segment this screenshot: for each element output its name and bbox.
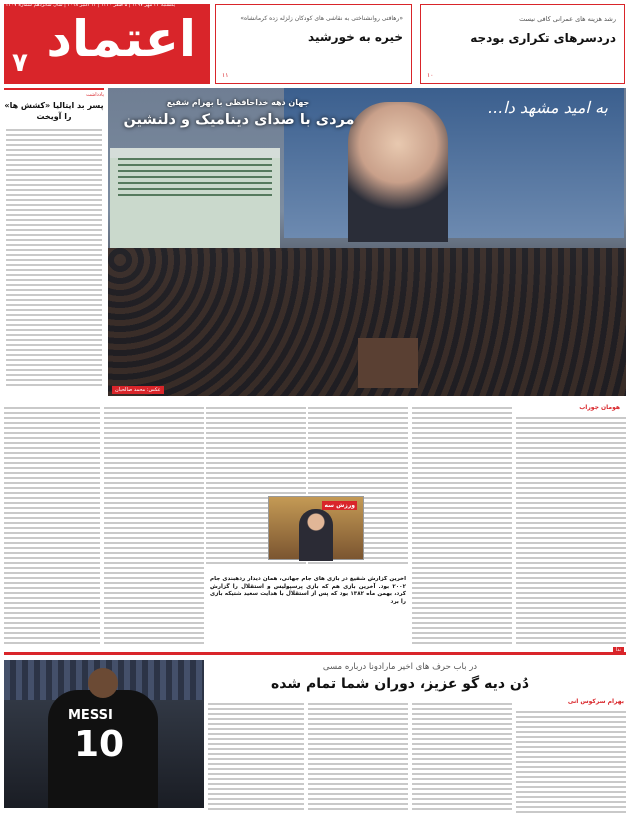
byline: هومان جوراب (579, 404, 620, 411)
teaser-kicker: رشد هزینه های عمرانی کافی نیست (519, 15, 616, 23)
jersey-number: 10 (74, 724, 125, 765)
teaser-page: ۱۱ (222, 72, 229, 79)
photo-caption: عکس: محمد صالحیان (112, 386, 164, 394)
left-column-top-rule (4, 88, 104, 90)
editor-note-label: ندا (613, 647, 624, 653)
inline-photo-person (299, 509, 333, 561)
bottom-story-byline: بهرام سرکوس انی (567, 698, 624, 705)
teaser-kicker: «رهافتی روانشناختی به نقاشی های کودکان زلزله زده کرمانشاه» (240, 15, 403, 22)
inline-photo (268, 496, 364, 560)
col-6-text (4, 404, 100, 650)
teaser-headline: خیره به خورشید (308, 30, 403, 44)
teaser-box-1[interactable] (215, 4, 412, 84)
section-divider (4, 652, 626, 655)
bottom-story-headline: دُن دیه گو عزیز، دوران شما تمام شده (270, 676, 530, 692)
page-number: ۷ (12, 48, 28, 78)
bottom-col-2 (412, 700, 512, 816)
left-column-headline: پسر بد ایتالیا «کشش ها» را آویخت (4, 101, 104, 121)
main-photo (108, 88, 626, 396)
main-story-kicker: جهان دهه خداحافظی با بهرام شفیع (166, 98, 310, 107)
col-1-text (516, 414, 626, 650)
col-5-text (104, 404, 204, 650)
jersey-name: MESSI (68, 708, 113, 723)
bottom-col-1 (516, 708, 626, 816)
left-column-kicker: یادداشت (86, 92, 104, 98)
teaser-box-2[interactable] (420, 4, 625, 84)
masthead-logo: اعتماد (46, 10, 196, 68)
photo-notice-board (110, 148, 280, 248)
main-story-headline: مردی با صدای دینامیک و دلنشین (123, 112, 355, 128)
player-head (88, 668, 118, 698)
col-2-text (412, 404, 512, 650)
photo-banner-text: به امید مشهد دا... (488, 98, 608, 117)
teaser-page: ۱۰ (427, 72, 434, 79)
bottom-story-photo (4, 660, 204, 808)
bottom-col-3 (308, 700, 408, 816)
left-column-body (6, 126, 102, 388)
bottom-col-4 (208, 700, 304, 816)
masthead-logo-block (4, 4, 210, 84)
bold-summary: آخرین گزارش شفیع در بازی های جام جهانی، همان دیدار ردهبندی جام ۲۰۰۲ بود. آخرین بازی هم که بازی پرسپولیس و استقلال را گزارش کرد، بهمن ماه ۱۳۸۲ بود که پس از استقلال با هدایت سعید شتیکه بازی را برد (210, 576, 406, 605)
bottom-story-kicker: در باب حرف های اخیر مارادونا درباره مسی (322, 662, 478, 672)
photo-mic-stand (358, 338, 418, 388)
inline-photo-label: ورزش سه (324, 502, 355, 509)
issue-line: یکشنبه ۲۲ مهر ۱۳۹۷ | ۵ صفر ۱۴۴۰ | ۱۴ اکتبر ۲۰۱۸ | سال شانزدهم شماره ۴۲۰۷ (6, 2, 176, 8)
teaser-headline: دردسرهای تکراری بودجه (470, 31, 616, 45)
